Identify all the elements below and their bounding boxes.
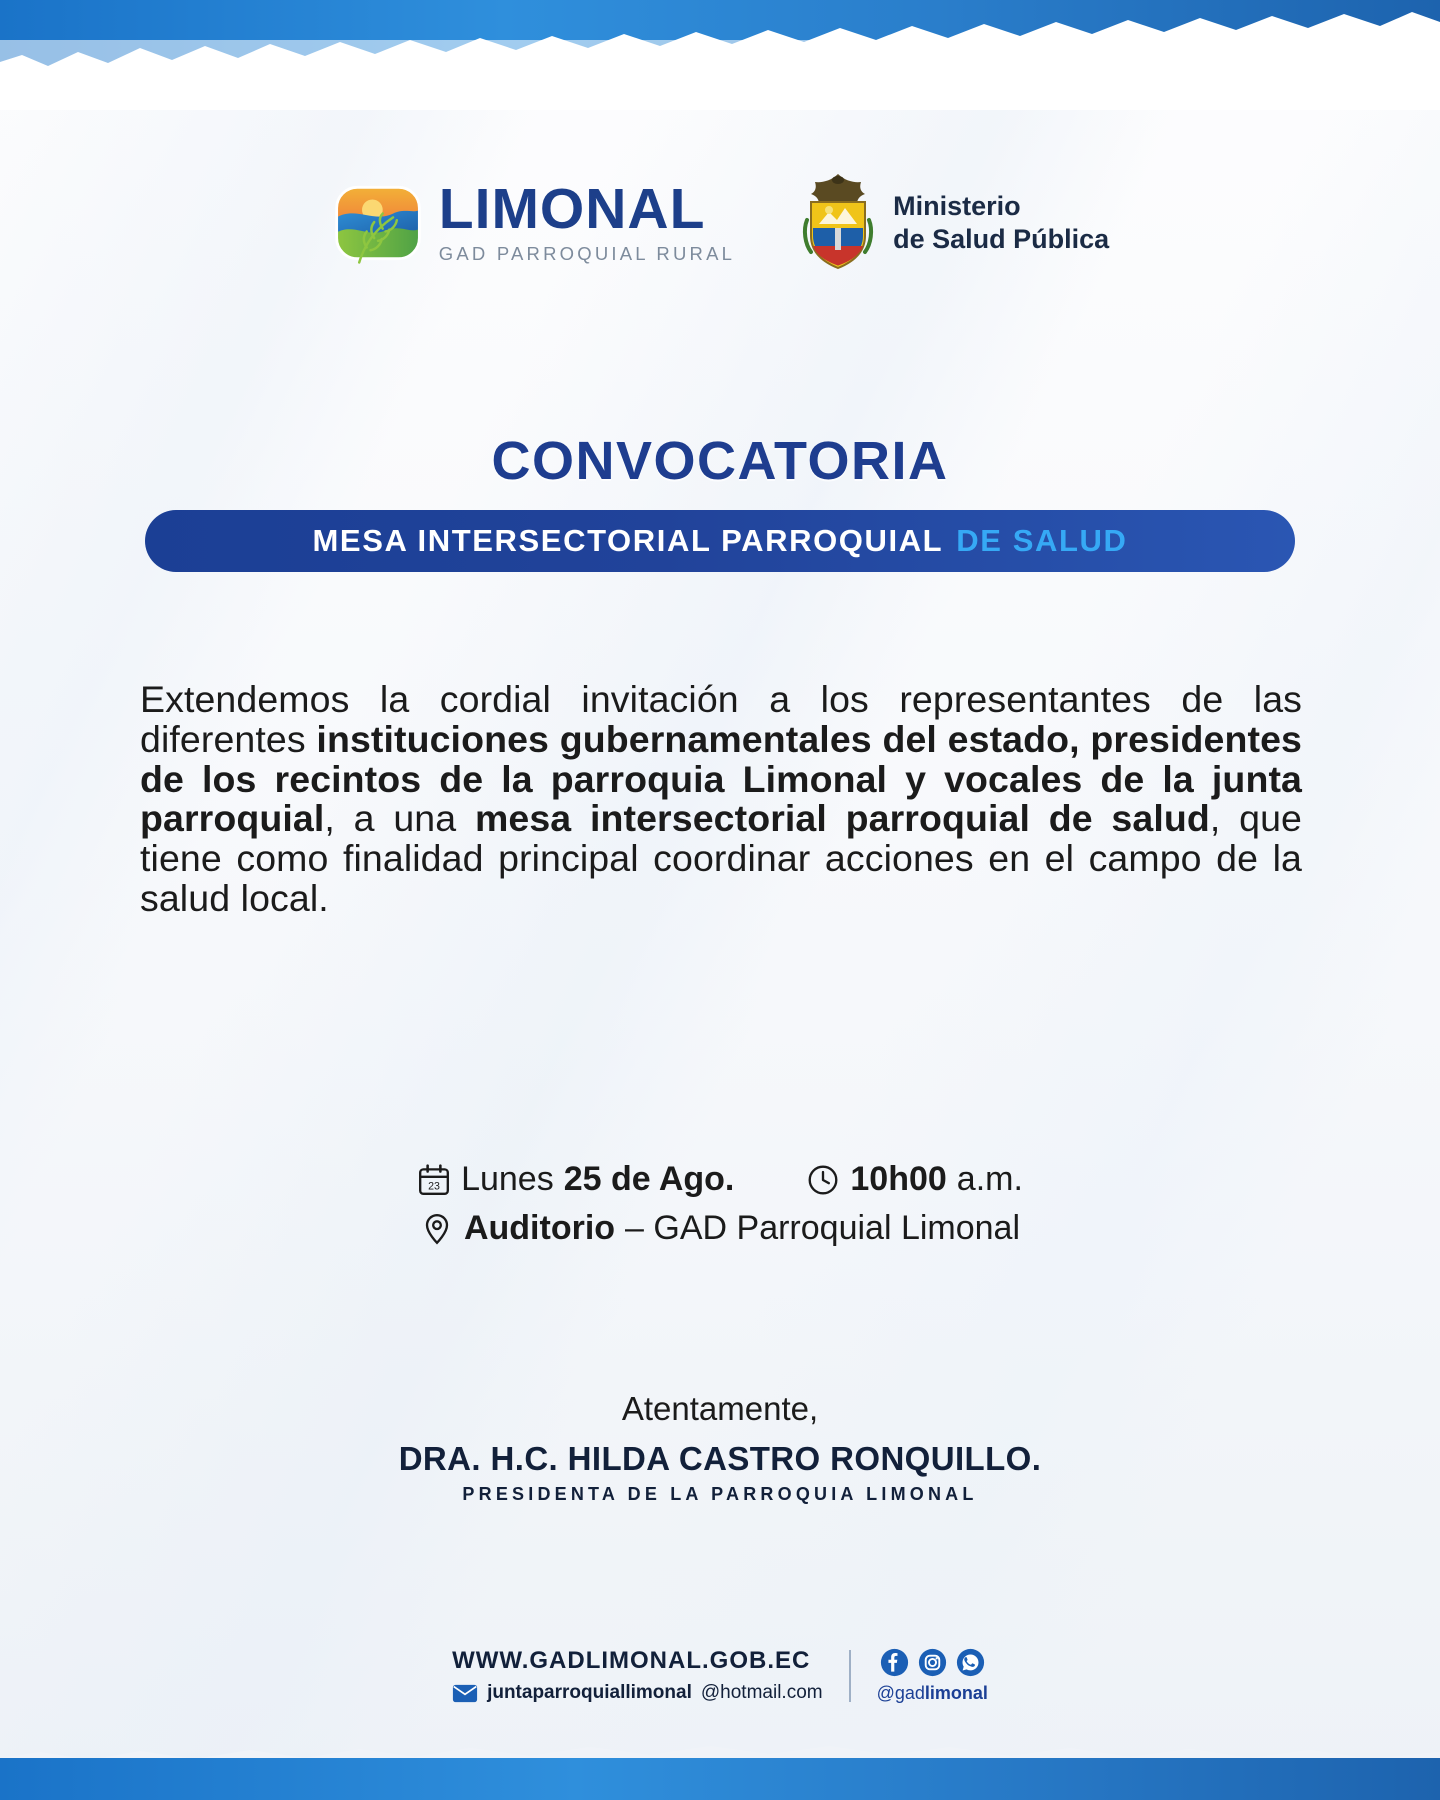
body-part-3: , que tiene como finalidad principal coordinar acciones en el campo de la salud local. — [140, 797, 1302, 919]
body-bold-2: mesa intersectorial parroquial de salud — [474, 797, 1210, 840]
logo-row — [0, 168, 1440, 278]
calendar-icon — [417, 1163, 451, 1197]
location-row — [420, 1209, 1020, 1248]
whatsapp-icon[interactable] — [956, 1648, 985, 1677]
signature-name: DRA. H.C. HILDA CASTRO RONQUILLO. — [398, 1440, 1042, 1477]
ecuador-coat-of-arms-icon — [799, 168, 877, 278]
limonal-name: LIMONAL — [438, 177, 706, 241]
footer-divider — [849, 1650, 851, 1702]
signature-block — [0, 1390, 1440, 1505]
website-link[interactable]: WWW.GADLIMONAL.GOB.EC — [452, 1647, 811, 1674]
social-icon-row — [877, 1648, 988, 1677]
limonal-wordmark — [438, 177, 736, 265]
handle-bold: limonal — [924, 1682, 988, 1703]
ministry-name — [893, 190, 1109, 256]
subtitle-accent: DE SALUD — [956, 523, 1128, 558]
ministry-line1: Ministerio — [893, 191, 1021, 222]
limonal-subtitle: GAD PARROQUIAL RURAL — [438, 243, 736, 264]
body-part-1: Extendemos la cordial invitación a los representantes de las diferentes — [140, 678, 1302, 760]
body-part-2: , a una — [324, 797, 475, 840]
footer-social — [877, 1648, 988, 1704]
date-prefix: Lunes — [461, 1160, 554, 1198]
instagram-icon[interactable] — [918, 1648, 947, 1677]
signature-greeting: Atentamente, — [621, 1390, 819, 1427]
svg-text:23: 23 — [428, 1180, 440, 1193]
date-time-row — [417, 1160, 1023, 1199]
event-details — [0, 1160, 1440, 1248]
email-domain: @hotmail.com — [700, 1682, 823, 1703]
top-torn-paper-edge — [0, 0, 1440, 110]
ministry-logo — [799, 168, 1109, 278]
location-pin-icon — [420, 1212, 454, 1246]
footer-block — [0, 1647, 1440, 1704]
email-row[interactable] — [452, 1682, 823, 1704]
limonal-logo — [331, 176, 735, 270]
email-icon — [452, 1684, 478, 1703]
facebook-icon[interactable] — [880, 1648, 909, 1677]
footer-contact — [452, 1647, 823, 1704]
page-title: CONVOCATORIA — [491, 431, 949, 491]
location-value: Auditorio — [463, 1209, 616, 1247]
headline-block — [0, 430, 1440, 572]
handle-prefix: @gad — [876, 1682, 925, 1703]
email-user: juntaparroquiallimonal — [487, 1682, 692, 1703]
ministry-line2: de Salud Pública — [893, 224, 1110, 254]
body-bold-1: instituciones gubernamentales del estado, presidentes de los recintos de la parroquia Limonal y vocales de la junta parroquial — [140, 717, 1302, 840]
bottom-blue-band — [0, 1758, 1440, 1800]
location-suffix: – GAD Parroquial Limonal — [625, 1209, 1021, 1247]
subtitle-main: MESA INTERSECTORIAL PARROQUIAL — [312, 523, 944, 558]
subtitle-banner — [145, 510, 1295, 572]
time-suffix: a.m. — [956, 1160, 1023, 1198]
date-value: 25 de Ago. — [563, 1160, 735, 1198]
signature-role: PRESIDENTA DE LA PARROQUIA LIMONAL — [462, 1484, 978, 1504]
limonal-emblem-icon — [331, 176, 425, 270]
invitation-paragraph — [140, 680, 1302, 919]
time-value: 10h00 — [850, 1160, 947, 1198]
social-handle — [877, 1683, 988, 1704]
clock-icon — [806, 1163, 840, 1197]
